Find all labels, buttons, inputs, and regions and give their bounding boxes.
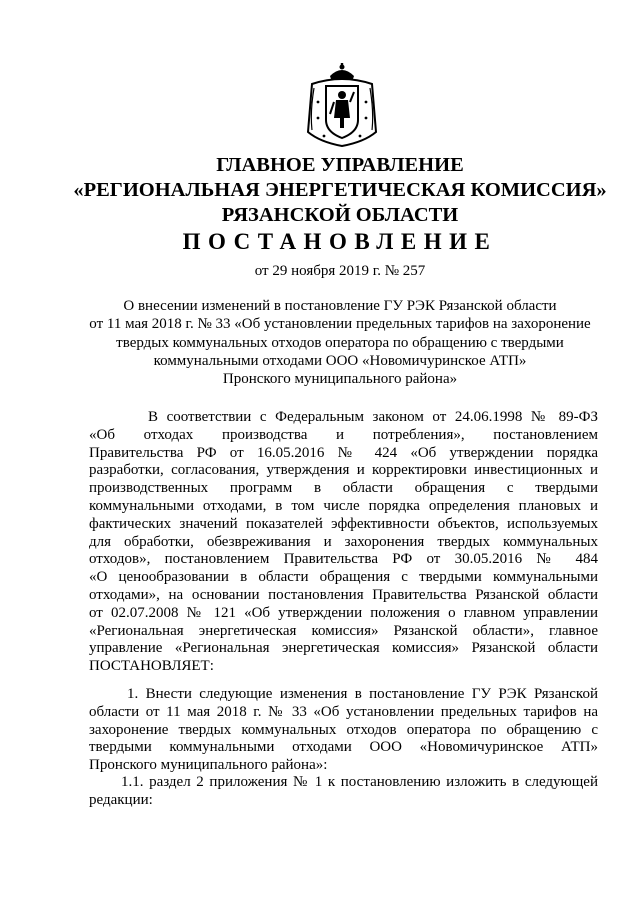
text-line: твердыми коммунальными отходами ООО «Новомичуринское АТП» — [89, 739, 598, 756]
text-line: Правительства РФ от 16.05.2016 № 424 «Об утверждении порядка — [89, 444, 598, 461]
text-line: 1. Внести следующие изменения в постановление ГУ РЭК Рязанской — [127, 686, 598, 702]
document-type-title: ПОСТАНОВЛЕНИЕ — [182, 229, 498, 254]
text-line: ПОСТАНОВЛЯЕТ: — [89, 658, 214, 675]
agency-name — [40, 153, 640, 228]
agency-line: «РЕГИОНАЛЬНАЯ ЭНЕРГЕТИЧЕСКАЯ КОМИССИЯ» — [73, 179, 607, 201]
text-line: В соответствии с Федеральным законом от 24.06.1998 № 89-ФЗ — [148, 409, 598, 425]
text-line: «Об отходах производства и потребления», постановлением — [89, 426, 598, 443]
text-line: Пронского муниципального района»: — [89, 757, 328, 774]
coat-of-arms-icon — [304, 62, 380, 148]
text-line: от 02.07.2008 № 121 «Об утверждении положения о главном управлении — [89, 604, 598, 621]
text-line: управление «Региональная энергетическая комиссия» Рязанской области — [89, 640, 598, 657]
text-line: «О ценообразовании в области обращения с твердыми коммунальными — [89, 569, 598, 586]
document-date-number: от 29 ноября 2019 г. № 257 — [254, 263, 426, 279]
text-line: разработки, согласования, утверждения и корректировки инвестиционных и — [89, 462, 598, 479]
subject-line: О внесении изменений в постановление ГУ РЭК Рязанской области — [123, 298, 557, 314]
text-line: 1.1. раздел 2 приложения № 1 к постановлению изложить в следующей — [121, 774, 598, 790]
text-line: отходами», на основании постановления Правительства Рязанской области — [89, 586, 598, 603]
subject-line: коммунальными отходами ООО «Новомичуринское АТП» — [153, 352, 527, 369]
text-line: производственных программ в области обращения с твердыми — [89, 480, 598, 497]
text-line: захоронение твердых коммунальных отходов оператора по обращению с — [89, 721, 598, 738]
text-line: редакции: — [89, 791, 153, 808]
preamble-paragraph — [89, 409, 598, 676]
text-line: области от 11 мая 2018 г. № 33 «Об установлении предельных тарифов на — [89, 703, 598, 720]
text-line: «Региональная энергетическая комиссия» Рязанской области», главное — [89, 622, 598, 639]
text-line: коммунальными отходами, в том числе порядка определения плановых и — [89, 497, 598, 514]
subject-line: от 11 мая 2018 г. № 33 «Об установлении предельных тарифов на захоронение — [89, 316, 591, 333]
subject-line: твердых коммунальных отходов оператора по обращению с твердыми — [116, 334, 564, 351]
text-line: для обработки, обезвреживания и захоронения твердых коммунальных — [89, 533, 598, 550]
text-line: отходов», постановлением Правительства РФ от 30.05.2016 № 484 — [89, 551, 598, 568]
subject-line: Пронского муниципального района» — [222, 371, 458, 388]
agency-line: РЯЗАНСКОЙ ОБЛАСТИ — [221, 204, 459, 226]
item-1-paragraph — [89, 686, 598, 775]
agency-line: ГЛАВНОЕ УПРАВЛЕНИЕ — [216, 154, 464, 176]
text-line: фактических значений показателей эффективности объектов, используемых — [89, 515, 598, 532]
document-subject — [40, 297, 640, 388]
item-1-1-paragraph — [89, 774, 598, 810]
